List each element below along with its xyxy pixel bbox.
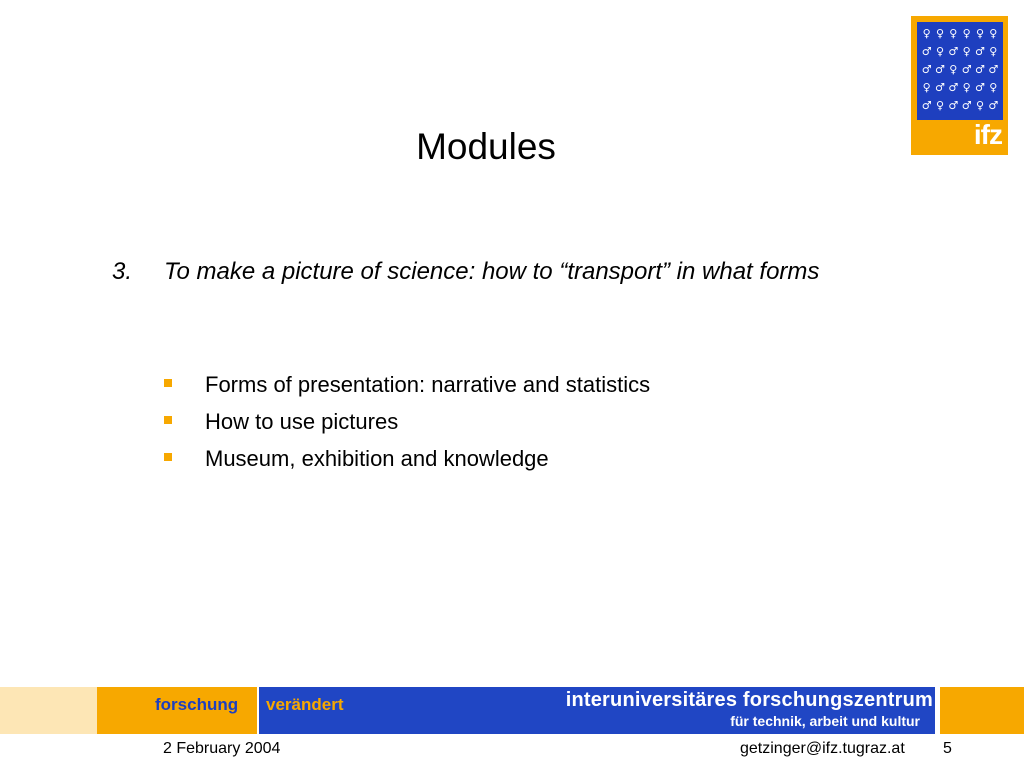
page-number: 5	[943, 740, 952, 757]
logo-figures-panel	[917, 22, 1003, 120]
bullet-square-icon	[164, 416, 172, 424]
item-text: To make a picture of science: how to “transport” in what forms	[164, 258, 820, 285]
bullet-text: Museum, exhibition and knowledge	[205, 446, 549, 471]
bullet-item	[160, 407, 650, 444]
footer-date: 2 February 2004	[163, 740, 281, 757]
bullet-text: How to use pictures	[205, 409, 399, 434]
banner-institution: interuniversitäres forschungszentrum	[565, 689, 933, 711]
banner-left-word: forschung	[155, 695, 239, 714]
logo-figures-icon: ♀ ♀ ♀ ♀ ♀ ♀ ♂ ♀ ♂ ♀ ♂ ♀ ♂ ♂ ♀ ♂ ♂ ♂ ♀ ♂ ♂ ♀ ♂ ♀ ♂ ♀ ♂ ♂ ♀ ♂	[921, 27, 999, 112]
bullet-text: Forms of presentation: narrative and statistics	[205, 372, 651, 397]
footer-banner	[0, 687, 1024, 734]
banner-pale-block	[0, 687, 97, 734]
banner-subtitle: für technik, arbeit und kultur	[730, 713, 920, 729]
footer-email: getzinger@ifz.tugraz.at	[740, 740, 905, 757]
item-number: 3.	[112, 258, 133, 285]
bullet-square-icon	[164, 379, 172, 387]
banner-orange-end	[940, 687, 1024, 734]
bullet-item	[160, 370, 650, 407]
slide-title: Modules	[416, 126, 556, 167]
logo-text: ifz	[973, 119, 1002, 150]
bullet-item	[160, 444, 650, 481]
bullet-square-icon	[164, 453, 172, 461]
bullet-list	[160, 370, 650, 481]
banner-middle-word: verändert	[266, 695, 344, 714]
